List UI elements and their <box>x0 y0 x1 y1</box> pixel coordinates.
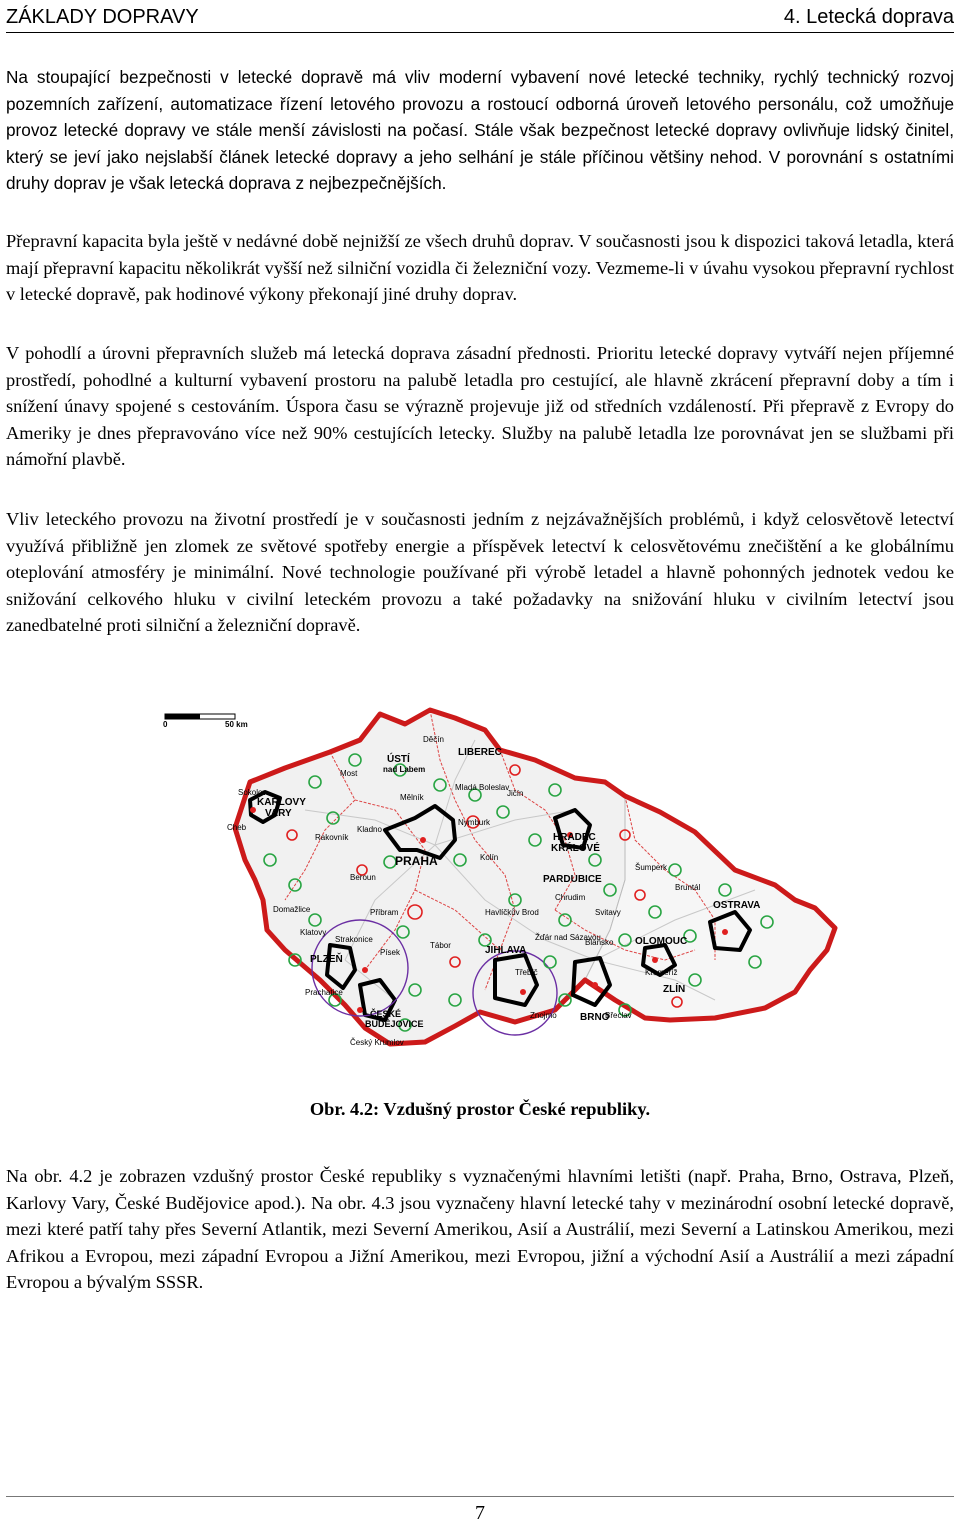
city-label-vary: VARY <box>265 808 292 819</box>
city-label-breclav: Břeclav <box>605 1011 632 1020</box>
city-label-brno: BRNO <box>580 1012 610 1023</box>
city-label-jihlava: JIHLAVA <box>485 945 527 956</box>
city-label-melnik: Mělník <box>400 793 424 802</box>
city-label-budejovice: BUDĚJOVICE <box>365 1019 424 1029</box>
city-label-strakonice: Strakonice <box>335 935 373 944</box>
paragraph-capacity: Přepravní kapacita byla ještě v nedávné době nejnižší ze všech druhů doprav. V současnosti jsou k dispozici taková letadla, která mají přepravní kapacitu několikrát vyšší než silniční vozidla či železniční vozy. Vezmeme-li v úvahu vysokou přepravní rychlost v letecké dopravě, pak hodinové výkony překonají jiné druhy doprav. <box>6 231 954 305</box>
city-label-cheb: Cheb <box>227 823 247 832</box>
city-label-olomouc: OLOMOUC <box>635 936 688 947</box>
city-label-klatovy: Klatovy <box>300 928 327 937</box>
city-label-havlbrod: Havlíčkův Brod <box>485 908 539 917</box>
paragraph-environment: Vliv leteckého provozu na životní prostředí je v současnosti jedním z nejzávažnějších problémů, i když celosvětově letectví využívá přibližně jen zlomek ze světové spotřeby energie a příspěvek letectví k celosvětovému znečištění a ke globálnímu oteplování atmosféry je minimální. Nové technologie používané při výrobě letadel a hlavně pohonných jednotek vedou ke snižování celkového hluku v civilní leteckém provozu a také požadavky na snižování hluku v civilním letectví jsou zanedbatelné proti silniční a železniční dopravě. <box>6 509 954 636</box>
city-label-jicin: Jičín <box>507 789 524 798</box>
page-number: 7 <box>475 1502 485 1524</box>
city-label-krumlov: Český Krumlov <box>350 1038 404 1047</box>
figure-caption: Obr. 4.2: Vzdušný prostor České republiky. <box>309 1099 651 1119</box>
city-label-zlin: ZLÍN <box>663 984 686 995</box>
city-label-kromeriz: Kroměříž <box>645 968 678 977</box>
city-label-ostrava: OSTRAVA <box>713 900 761 911</box>
city-label-liberec: LIBEREC <box>458 747 502 758</box>
chapter-title: 4. Letecká doprava <box>783 6 954 28</box>
document-title: ZÁKLADY DOPRAVY <box>6 6 199 28</box>
city-label-plzen: PLZEŇ <box>310 954 343 965</box>
city-label-beroun: Beroun <box>350 873 376 882</box>
city-label-nymburk: Nymburk <box>458 818 491 827</box>
footer-divider <box>6 1496 954 1497</box>
city-label-svitavy: Svitavy <box>595 908 621 917</box>
city-label-domazlice: Domažlice <box>273 905 311 914</box>
city-label-most: Most <box>340 769 358 778</box>
airspace-map <box>155 700 960 1100</box>
city-label-kladno: Kladno <box>357 825 382 834</box>
city-label-usti: ÚSTÍ <box>387 754 410 765</box>
city-label-pisek: Písek <box>380 948 401 957</box>
city-label-zdar: Žďár nad Sázavou <box>535 933 601 942</box>
city-label-tabor: Tábor <box>430 941 451 950</box>
page-header <box>6 2 954 33</box>
city-label-pribram: Příbram <box>370 908 399 917</box>
city-label-hradec: HRADEC <box>553 832 596 843</box>
city-label-prachatice: Prachatice <box>305 988 343 997</box>
city-label-usti-2: nad Labem <box>383 765 426 774</box>
city-label-kralove: KRÁLOVÉ <box>551 843 600 854</box>
city-label-karlovy: KARLOVY <box>257 797 306 808</box>
city-label-znojmo: Znojmo <box>530 1011 557 1020</box>
city-label-bruntal: Bruntál <box>675 883 701 892</box>
scale-distance-label: 50 km <box>225 720 248 729</box>
paragraph-comfort: V pohodlí a úrovni přepravních služeb má letecká doprava zásadní přednosti. Prioritu letecké dopravy vytváří nejen příjemné prostředí, pohodlné a kulturní vybavení prostoru na palubě letadla pro cestující, ale hlavně zkrácení přepravní doby a tím i snížení únavy spojené s cestováním. Úspora času se výrazně projevuje již od středních vzdáleností. Při přepravě z Evropy do Ameriky je dnes přepravováno více než 90% cestujících letecky. Služby na palubě letadla lze porovnávat jen se službami při námořní plavbě. <box>6 343 954 470</box>
city-label-trebic: Třebíč <box>515 968 538 977</box>
city-label-chrudim: Chrudim <box>555 893 586 902</box>
city-label-pardubice: PARDUBICE <box>543 874 602 885</box>
city-label-decin: Děčín <box>423 735 444 744</box>
scale-zero-label: 0 <box>163 720 168 729</box>
city-label-ceske: ČESKÉ <box>370 1009 402 1019</box>
city-label-sokolov: Sokolov <box>238 788 267 797</box>
paragraph-airspace: Na obr. 4.2 je zobrazen vzdušný prostor České republiky s vyznačenými hlavními letišti (např. Praha, Brno, Ostrava, Plzeň, Karlovy Vary, České Budějovice apod.). Na obr. 4.3 jsou vyznačeny hlavní letecké tahy v mezinárodní osobní letecké dopravě, mezi které patří tahy přes Severní Atlantik, mezi Severní Amerikou, Asií a Austrálií, mezi Severní a Latinskou Amerikou, mezi Afrikou a Evropou, mezi západní Evropou a Jižní Amerikou, mezi Evropou, jižní a východní Asií a Austrálií a mezi západní Evropou a bývalým SSSR. <box>6 1166 954 1293</box>
paragraph-safety: Na stoupající bezpečnosti v letecké dopravě má vliv moderní vybavení nové letecké techniky, rychlý technický rozvoj pozemních zařízení, automatizace řízení letového provozu a rostoucí odborná úroveň letového personálu, což umožňuje provoz letecké dopravy ve stále menší závislosti na počasí. Stále však bezpečnost letecké dopravy ovlivňuje lidský činitel, který se jeví jako nejslabší článek letecké dopravy a jeho selhání je stále příčinou většiny nehod. V porovnání s ostatními druhy doprav je však letecká doprava z nejbezpečnějších. <box>6 67 954 194</box>
city-label-rakovnik: Rakovník <box>315 833 349 842</box>
scale-bar <box>163 714 248 729</box>
city-label-mlada: Mladá Boleslav <box>455 783 510 792</box>
city-label-blansko: Blansko <box>585 938 614 947</box>
city-label-kolin: Kolín <box>480 853 499 862</box>
city-label-praha: PRAHA <box>395 854 438 868</box>
city-label-sumperk: Šumperk <box>635 863 668 872</box>
